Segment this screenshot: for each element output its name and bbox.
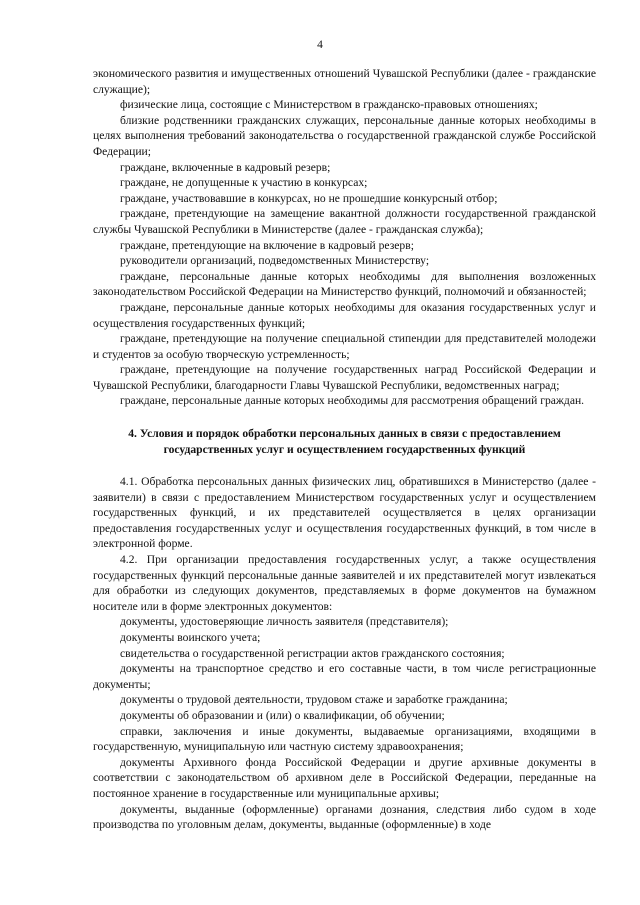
paragraph: документы о трудовой деятельности, трудовом стаже и заработке гражданина;: [120, 693, 508, 707]
recipients-list: [93, 66, 596, 409]
paragraph: документы об образовании и (или) о квалификации, об обучении;: [120, 708, 445, 722]
paragraph: граждане, персональные данные которых необходимы для рассмотрения обращений граждан.: [120, 394, 585, 408]
paragraph: граждане, претендующие на получение государственных наград Российской Федерации и Чувашской Республики, благодарности Главы Чувашской Республики, ведомственных наград;: [93, 363, 596, 392]
paragraph: граждане, претендующие на замещение вакантной должности государственной гражданской службы Чувашской Республики в Министерстве (далее - гражданская служба);: [93, 207, 596, 236]
paragraph: граждане, включенные в кадровый резерв;: [120, 160, 331, 174]
paragraph: граждане, участвовавшие в конкурсах, но не прошедшие конкурсный отбор;: [120, 191, 498, 205]
paragraph: граждане, претендующие на получение специальной стипендии для представителей молодежи и студентов за особую творческую устремленность;: [93, 332, 596, 361]
paragraph: документы, удостоверяющие личность заявителя (представителя);: [120, 615, 449, 629]
paragraph: граждане, не допущенные к участию в конкурсах;: [120, 176, 368, 190]
section-heading: [93, 426, 596, 458]
paragraph: 4.2. При организации предоставления государственных услуг, а также осуществления государственных функций персональные данные заявителей и их представителей могут извлекаться для обработки из следующих документов, представляемых в форме документов на бумажном носителе или в форме электронных документов:: [93, 553, 596, 613]
paragraph: граждане, персональные данные которых необходимы для оказания государственных услуг и осуществления государственных функций;: [93, 300, 596, 330]
paragraph: экономического развития и имущественных отношений Чувашской Республики (далее - гражданские служащие);: [93, 67, 596, 96]
paragraph: граждане, претендующие на включение в кадровый резерв;: [120, 238, 414, 252]
document-body: [93, 66, 596, 833]
section-4-body: [93, 474, 596, 833]
paragraph: документы Архивного фонда Российской Федерации и другие архивные документы в соответствии с законодательством об архивном деле в Российской Федерации, переданные на постоянное хранение в государственные или муниципальные архивы;: [93, 755, 596, 800]
paragraph: документы, выданные (оформленные) органами дознания, следствия либо судом в ходе производства по уголовным делам, документы, выданные (оформленные) в ходе: [93, 802, 596, 832]
paragraph: справки, заключения и иные документы, выдаваемые организациями, входящими в государственную, муниципальную или частную систему здравоохранения;: [93, 724, 596, 754]
paragraph: документы на транспортное средство и его составные части, в том числе регистрационные документы;: [93, 662, 596, 691]
paragraph: граждане, персональные данные которых необходимы для выполнения возложенных законодательством Российской Федерации на Министерство функций, полномочий и обязанностей;: [93, 269, 596, 299]
section-heading-line-2: государственных услуг и осуществлением государственных функций: [163, 443, 526, 457]
section-heading-line-1: 4. Условия и порядок обработки персональных данных в связи с предоставлением: [128, 427, 561, 441]
page-number: 4: [317, 39, 323, 51]
paragraph: физические лица, состоящие с Министерством в гражданско-правовых отношениях;: [120, 98, 538, 112]
paragraph: близкие родственники гражданских служащих, персональные данные которых необходимы в целях выполнения требований законодательства о государственной гражданской службе Российской Федерации;: [93, 113, 596, 158]
paragraph: свидетельства о государственной регистрации актов гражданского состояния;: [120, 646, 505, 660]
paragraph: руководители организаций, подведомственных Министерству;: [120, 254, 430, 268]
paragraph: документы воинского учета;: [120, 631, 261, 644]
paragraph: 4.1. Обработка персональных данных физических лиц, обратившихся в Министерство (далее - заявители) в связи с предоставлением Министерством государственных услуг и осуществлением государственных функций, и их представителей осуществляется в целях организации предоставления государственных услуг и осуществления государственных функций, в том числе в электронной форме.: [93, 475, 596, 551]
